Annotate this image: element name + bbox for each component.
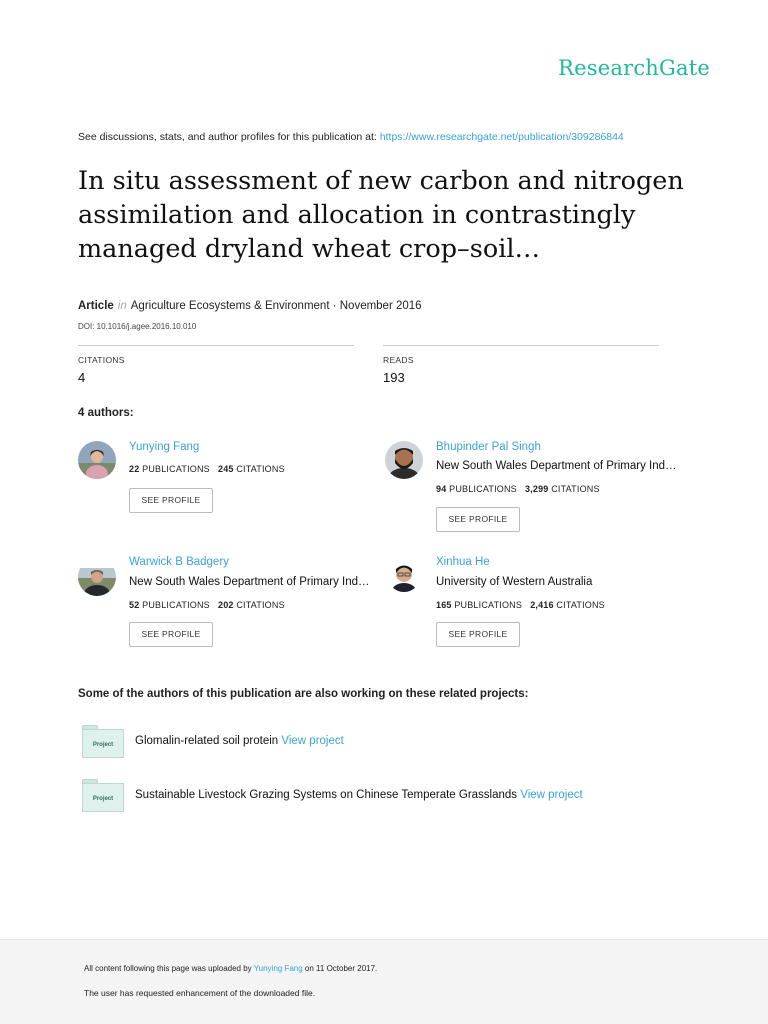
- project-icon-label: Project: [92, 796, 114, 802]
- author-stats: [129, 600, 285, 610]
- publications-label: PUBLICATIONS: [449, 484, 517, 494]
- publication-type: Article: [78, 300, 114, 312]
- author-name-link[interactable]: Bhupinder Pal Singh: [436, 441, 541, 453]
- citations-count: 245: [217, 464, 234, 474]
- in-word: in: [117, 300, 127, 312]
- citations-stat: [78, 345, 354, 385]
- publications-label: PUBLICATIONS: [454, 600, 523, 610]
- citations-label: CITATIONS: [236, 464, 285, 474]
- publications-count: 94: [436, 484, 447, 494]
- enhancement-note: The user has requested enhancement of the downloaded file.: [84, 988, 316, 998]
- discussion-text: See discussions, stats, and author profiles for this publication at:: [78, 131, 377, 143]
- project-name: Glomalin-related soil protein: [135, 735, 279, 747]
- project-folder-icon: [80, 725, 125, 759]
- publications-count: 52: [129, 600, 140, 610]
- author-stats: [129, 464, 285, 474]
- author-card-bhupinder-pal-singh: [385, 441, 685, 536]
- see-profile-button[interactable]: SEE PROFILE: [436, 622, 520, 647]
- avatar[interactable]: [387, 558, 421, 592]
- author-stats: [436, 600, 605, 610]
- reads-label: READS: [383, 355, 414, 365]
- citations-label: CITATIONS: [556, 600, 605, 610]
- reads-value: 193: [383, 370, 405, 385]
- publications-count: 22: [129, 464, 140, 474]
- publication-title: In situ assessment of new carbon and nitrogen assimilation and allocation in contrastingly managed dryland wheat crop–soil…: [78, 166, 684, 264]
- upload-prefix: All content following this page was uploaded by: [84, 964, 252, 973]
- author-name-link[interactable]: Xinhua He: [436, 556, 490, 568]
- author-card-warwick-b-badgery: [78, 556, 378, 651]
- author-name-link[interactable]: Warwick B Badgery: [129, 556, 229, 568]
- citations-label: CITATIONS: [78, 355, 125, 365]
- publication-url-link[interactable]: https://www.researchgate.net/publication/309286844: [379, 131, 624, 143]
- author-institution[interactable]: New South Wales Department of Primary Ind…: [436, 460, 677, 472]
- authors-heading: 4 authors:: [78, 407, 134, 419]
- project-item: [80, 779, 700, 813]
- publication-meta: [78, 300, 422, 312]
- author-card-yunying-fang: [78, 441, 378, 516]
- citations-value: 4: [78, 370, 86, 385]
- publications-label: PUBLICATIONS: [142, 600, 210, 610]
- author-name-link[interactable]: Yunying Fang: [129, 441, 200, 453]
- citations-count: 3,299: [524, 484, 549, 494]
- citations-count: 202: [217, 600, 234, 610]
- project-text: [135, 789, 583, 801]
- view-project-link[interactable]: View project: [520, 789, 583, 801]
- researchgate-logo[interactable]: ResearchGate: [558, 56, 710, 80]
- citations-label: CITATIONS: [236, 600, 285, 610]
- publications-count: 165: [436, 600, 452, 610]
- author-stats: [436, 484, 600, 494]
- author-institution[interactable]: New South Wales Department of Primary Ind…: [129, 576, 370, 588]
- see-profile-button[interactable]: SEE PROFILE: [436, 507, 520, 532]
- citations-count: 2,416: [530, 600, 554, 610]
- project-folder-icon: [80, 779, 125, 813]
- publications-label: PUBLICATIONS: [142, 464, 210, 474]
- project-item: [80, 725, 700, 759]
- project-text: [135, 735, 344, 747]
- see-profile-button[interactable]: SEE PROFILE: [129, 622, 213, 647]
- reads-stat: [383, 345, 659, 385]
- author-card-xinhua-he: [385, 556, 685, 651]
- project-name: Sustainable Livestock Grazing Systems on Chinese Temperate Grasslands: [135, 789, 518, 801]
- publication-venue-date: Agriculture Ecosystems & Environment · November 2016: [130, 300, 422, 312]
- view-project-link[interactable]: View project: [281, 735, 344, 747]
- avatar[interactable]: [385, 441, 423, 479]
- upload-suffix: on 11 October 2017.: [304, 964, 378, 973]
- footer: [0, 939, 768, 1024]
- publication-doi: DOI: 10.1016/j.agee.2016.10.010: [78, 322, 197, 331]
- avatar[interactable]: [78, 558, 116, 596]
- citations-label: CITATIONS: [551, 484, 600, 494]
- avatar[interactable]: [78, 441, 116, 479]
- project-icon-label: Project: [92, 742, 114, 748]
- author-institution[interactable]: University of Western Australia: [436, 576, 593, 588]
- uploader-link[interactable]: Yunying Fang: [253, 964, 303, 973]
- discussion-notice: [78, 131, 624, 143]
- upload-notice: [84, 964, 377, 973]
- see-profile-button[interactable]: SEE PROFILE: [129, 488, 213, 513]
- related-projects-heading: Some of the authors of this publication are also working on these related projects:: [78, 688, 529, 700]
